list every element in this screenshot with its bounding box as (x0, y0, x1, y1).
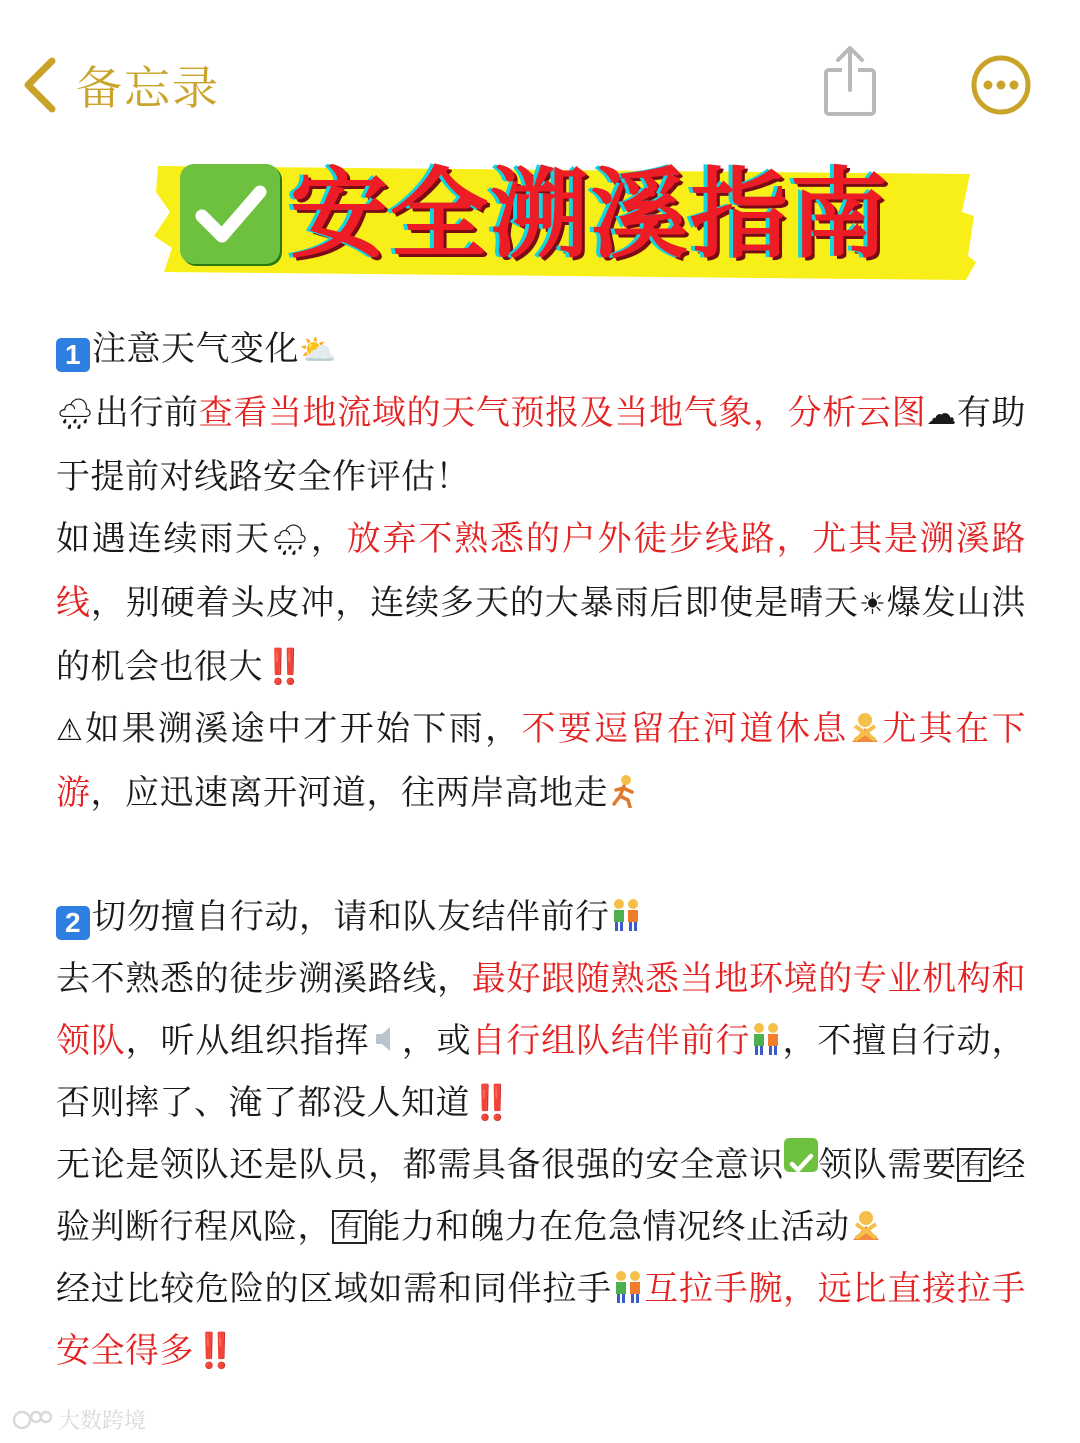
person-running-icon (608, 774, 640, 808)
warning-icon: ⚠ (56, 713, 84, 748)
keycap-1-icon: 1 (56, 338, 90, 372)
sun-behind-cloud-icon: ⛅ (299, 333, 337, 368)
watermark (12, 1404, 146, 1435)
section-heading: 2 切勿擅自行动，请和队友结伴前行 (56, 886, 1026, 948)
section-heading: 1 注意天气变化⛅ (56, 318, 1026, 382)
ellipsis-circle-icon (970, 54, 1032, 116)
rain-cloud-icon: 🌧 (56, 397, 95, 432)
title-banner (150, 152, 980, 292)
paragraph: 经过比较危险的区域如需和同伴拉手 互拉手腕，远比直接拉手安全得多‼️ (56, 1269, 1027, 1371)
cloud-icon: ☁ (926, 397, 957, 432)
check-mark-button-icon (180, 164, 280, 264)
boxed-character: 有 (957, 1148, 992, 1182)
page-title: 安全溯溪指南 (290, 158, 891, 272)
person-gesturing-no-icon (850, 1208, 882, 1242)
two-people-holding-hands-icon (612, 1270, 644, 1304)
share-icon (820, 44, 880, 118)
note-body (56, 318, 1026, 1382)
boxed-character: 有 (332, 1210, 367, 1244)
share-button[interactable] (820, 44, 880, 118)
watermark-text: 大数跨境 (58, 1409, 147, 1434)
chevron-left-icon (22, 57, 58, 113)
watermark-logo-icon (12, 1407, 52, 1433)
paragraph: ⚠如果溯溪途中才开始下雨，不要逗留在河道休息 尤其在下游，应迅速离开河道，往两岸高地走 (56, 698, 1026, 824)
sun-icon: ☀ (858, 587, 887, 622)
paragraph: 去不熟悉的徒步溯溪路线，最好跟随熟悉当地环境的专业机构和领队，听从组织指挥 ，或自行组队结伴前行 ，不擅自行动，否则摔了、淹了都没人知道‼️ (56, 959, 1027, 1123)
back-button[interactable] (22, 50, 220, 120)
speaker-icon (370, 1022, 402, 1056)
keycap-2-icon: 2 (56, 906, 90, 940)
more-options-button[interactable] (970, 54, 1032, 116)
paragraph: 无论是领队还是队员，都需具备很强的安全意识 领队需要 有经验判断行程风险， 有能力和魄力在危急情况终止活动 (56, 1134, 1026, 1258)
person-gesturing-no-icon (849, 710, 881, 744)
two-people-holding-hands-icon (610, 898, 642, 932)
paragraph: 🌧出行前查看当地流域的天气预报及当地气象，分析云图☁有助于提前对线路安全作评估！ (56, 382, 1026, 508)
rain-cloud-icon: 🌧 (270, 523, 310, 558)
navigation-bar (0, 0, 1080, 150)
check-mark-button-icon (784, 1138, 818, 1172)
paragraph: 如遇连续雨天🌧，放弃不熟悉的户外徒步线路，尤其是溯溪路线，别硬着头皮冲，连续多天的大暴雨后即使是晴天☀爆发山洪的机会也很大‼️ (56, 508, 1026, 698)
back-label: 备忘录 (76, 61, 220, 115)
two-people-holding-hands-icon (750, 1022, 782, 1056)
